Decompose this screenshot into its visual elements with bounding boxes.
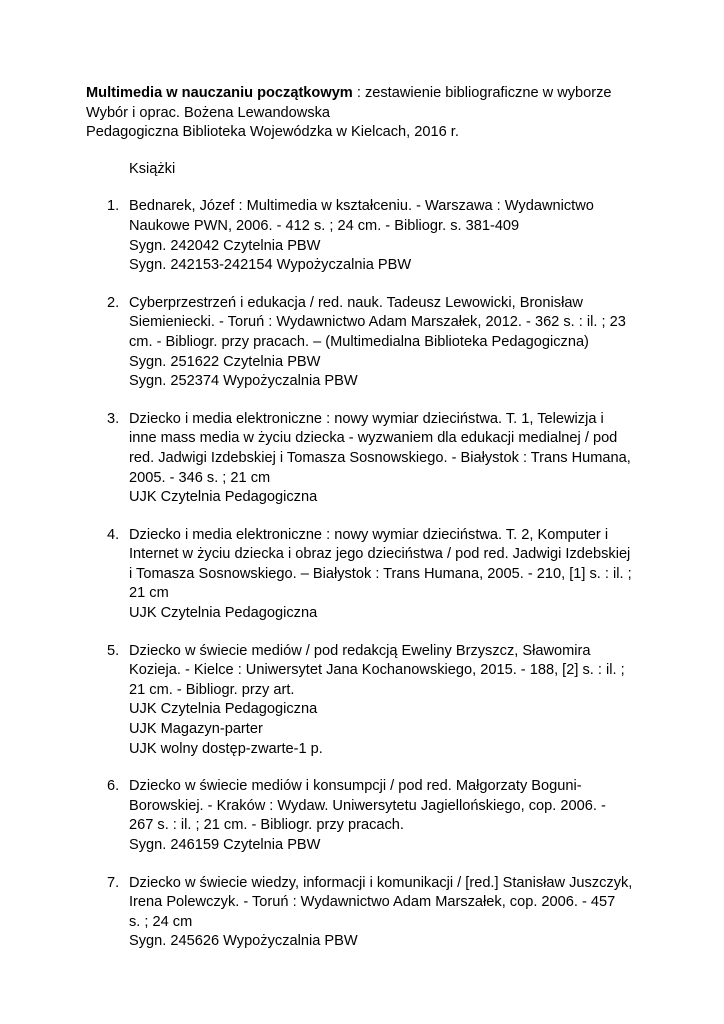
entry-line: Sygn. 242153-242154 Wypożyczalnia PBW <box>129 257 412 274</box>
entry-line: UJK Magazyn-parter <box>129 721 263 738</box>
entry-line: Dziecko i media elektroniczne : nowy wymiar dzieciństwa. T. 2, Komputer i <box>129 526 609 543</box>
entry-number: 7. <box>107 874 120 891</box>
entry-line: Sygn. 252374 Wypożyczalnia PBW <box>129 373 358 390</box>
entry-line: inne mass media w życiu dziecka - wyzwaniem dla edukacji medialnej / pod <box>129 430 618 447</box>
entry-line: Internet w życiu dziecka i obraz jego dzieciństwa / pod red. Jadwigi Izdebskiej <box>129 546 631 563</box>
entry-line: Dziecko i media elektroniczne : nowy wymiar dzieciństwa. T. 1, Telewizja i <box>129 410 604 427</box>
entry-line: Dziecko w świecie mediów / pod redakcją Eweliny Brzyszcz, Sławomira <box>129 642 591 659</box>
entry-line: UJK Czytelnia Pedagogiczna <box>129 701 318 718</box>
entry-line: UJK Czytelnia Pedagogiczna <box>129 489 318 506</box>
entry-line: i Tomasza Sosnowskiego. – Białystok : Trans Humana, 2005. - 210, [1] s. : il. ; <box>129 565 632 582</box>
document-title-bold: Multimedia w nauczaniu początkowym <box>86 85 353 101</box>
document-publisher: Pedagogiczna Biblioteka Wojewódzka w Kielcach, 2016 r. <box>86 124 459 141</box>
document-title-subtitle: : zestawienie bibliograficzne w wyborze <box>352 85 612 101</box>
entry-line: Dziecko w świecie mediów i konsumpcji / pod red. Małgorzaty Boguni- <box>129 778 582 795</box>
entry-line: UJK Czytelnia Pedagogiczna <box>129 605 318 622</box>
bibliography-entry <box>86 526 646 624</box>
entry-line: 267 s. : il. ; 21 cm. - Bibliogr. przy pracach. <box>129 817 404 834</box>
entry-line: s. ; 24 cm <box>129 913 193 930</box>
section-heading-books: Książki <box>129 160 176 177</box>
bibliography-entry <box>86 410 646 508</box>
entry-line: Kozieja. - Kielce : Uniwersytet Jana Kochanowskiego, 2015. - 188, [2] s. : il. ; <box>129 662 625 679</box>
document-page <box>86 84 646 970</box>
document-title <box>86 84 646 104</box>
bibliography-entry <box>86 197 646 275</box>
entry-line: Bednarek, Józef : Multimedia w kształceniu. - Warszawa : Wydawnictwo <box>129 198 594 215</box>
entry-line: Cyberprzestrzeń i edukacja / red. nauk. Tadeusz Lewowicki, Bronisław <box>129 294 583 311</box>
entry-line: 21 cm <box>129 585 169 602</box>
entry-line: UJK wolny dostęp-zwarte-1 p. <box>129 740 323 757</box>
entry-line: Dziecko w świecie wiedzy, informacji i komunikacji / [red.] Stanisław Juszczyk, <box>129 874 633 891</box>
entry-number: 5. <box>107 642 120 659</box>
entry-line: Siemieniecki. - Toruń : Wydawnictwo Adam Marszałek, 2012. - 362 s. : il. ; 23 <box>129 314 626 331</box>
bibliography-entry <box>86 642 646 760</box>
bibliography-entry <box>86 294 646 392</box>
document-compiler: Wybór i oprac. Bożena Lewandowska <box>86 104 331 121</box>
entry-line: Sygn. 246159 Czytelnia PBW <box>129 837 321 853</box>
entry-number: 2. <box>107 294 120 311</box>
entry-number: 1. <box>107 198 120 215</box>
entry-line: Sygn. 245626 Wypożyczalnia PBW <box>129 933 358 950</box>
entry-line: Sygn. 251622 Czytelnia PBW <box>129 353 321 370</box>
entry-line: Naukowe PWN, 2006. - 412 s. ; 24 cm. - Bibliogr. s. 381-409 <box>129 217 520 234</box>
bibliography-entry <box>86 874 646 952</box>
entry-number: 4. <box>107 526 120 543</box>
entry-line: 21 cm. - Bibliogr. przy art. <box>129 681 295 698</box>
entry-line: Borowskiej. - Kraków : Wydaw. Uniwersytetu Jagiellońskiego, cop. 2006. - <box>129 797 606 814</box>
entry-line: red. Jadwigi Izdebskiej i Tomasza Sosnowskiego. - Białystok : Trans Humana, <box>129 449 631 466</box>
entry-number: 6. <box>107 778 120 795</box>
entry-line: cm. - Bibliogr. przy pracach. – (Multimedialna Biblioteka Pedagogiczna) <box>129 333 589 350</box>
entry-number: 3. <box>107 410 120 427</box>
bibliography-entry <box>86 777 646 855</box>
entry-line: Sygn. 242042 Czytelnia PBW <box>129 237 321 254</box>
bibliography-list <box>86 197 646 952</box>
entry-line: 2005. - 346 s. ; 21 cm <box>129 469 271 486</box>
entry-line: Irena Polewczyk. - Toruń : Wydawnictwo Adam Marszałek, cop. 2006. - 457 <box>129 894 616 911</box>
